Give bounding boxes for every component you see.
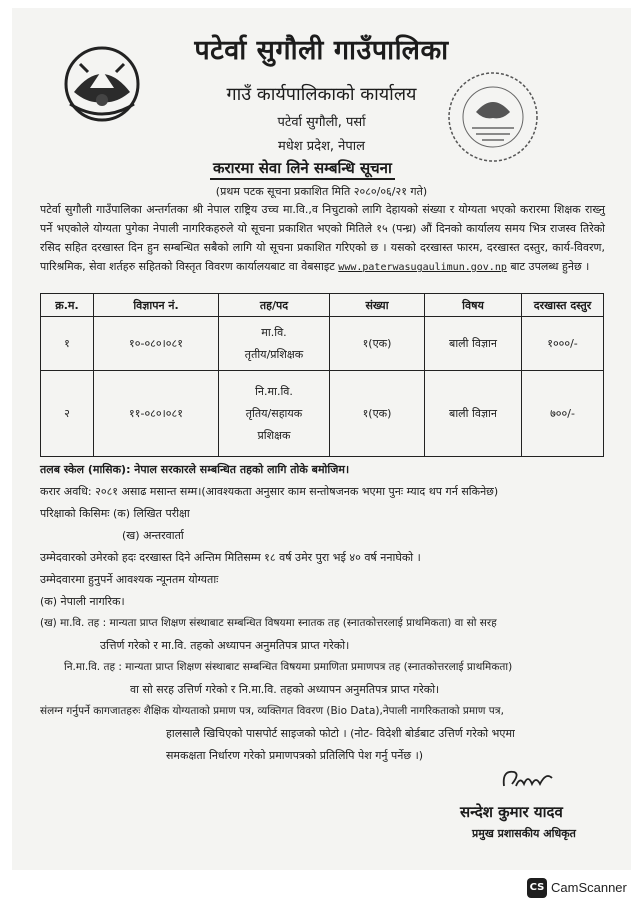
- notice-heading: करारमा सेवा लिने सम्बन्धि सूचना: [210, 158, 395, 180]
- col-count: संख्या: [330, 294, 425, 317]
- col-sn: क्र.म.: [41, 294, 94, 317]
- cell-count: १(एक): [330, 317, 425, 371]
- vacancy-table: [40, 293, 604, 457]
- qualification-c-line2: वा सो सरह उत्तिर्ण गरेको र नि.मा.वि. तहको अध्यापन अनुमतिपत्र प्राप्त गरेको।: [130, 683, 440, 696]
- cell-subject: बाली विज्ञान: [425, 317, 522, 371]
- address-line-1: पटेर्वा सुगौली, पर्सा: [277, 115, 366, 130]
- paragraph-end: बाट उपलब्ध हुनेछ ।: [510, 260, 590, 273]
- publish-date: (प्रथम पटक सूचना प्रकाशित मिति २०८०/०६/२१ गते): [215, 185, 428, 198]
- cell-adno: ११-०८०।०८१: [94, 371, 219, 457]
- office-name: गाउँ कार्यपालिकाको कार्यालय: [226, 84, 417, 105]
- signature-icon: [498, 764, 558, 794]
- contract-line: करार अवधि: २०८१ असाढ मसान्त सम्म।(आवश्यकता अनुसार काम सन्तोषजनक भएमा पुनः म्याद थप गर्न सकिनेछ): [40, 485, 499, 498]
- cell-sn: १: [41, 317, 94, 371]
- cell-fee: ७००/-: [522, 371, 604, 457]
- col-adno: विज्ञापन नं.: [94, 294, 219, 317]
- cell-count: १(एक): [330, 371, 425, 457]
- cell-fee: १०००/-: [522, 317, 604, 371]
- cell-sn: २: [41, 371, 94, 457]
- col-level: तह/पद: [219, 294, 330, 317]
- salary-line: तलब स्केल (मासिक): नेपाल सरकारले सम्बन्धित तहको लागि तोके बमोजिम।: [40, 463, 350, 476]
- cell-adno: १०-०८०।०८१: [94, 317, 219, 371]
- exam-interview-line: (ख) अन्तरवार्ता: [122, 529, 184, 542]
- level-line: प्रशिक्षक: [257, 428, 291, 442]
- website-link[interactable]: www.paterwasugaulimun.gov.np: [338, 262, 507, 273]
- municipality-title: पटेर्वा सुगौली गाउँपालिका: [194, 35, 449, 66]
- exam-type-line: परिक्षाको किसिमः (क) लिखित परीक्षा: [40, 507, 190, 520]
- qualification-a: (क) नेपाली नागरिक।: [40, 595, 125, 608]
- camscanner-label: CamScanner: [551, 880, 627, 895]
- qualification-heading: उम्मेदवारमा हुनुपर्ने आवश्यक न्यूनतम योग्यताः: [40, 573, 219, 586]
- documents-line2: हालसालै खिचिएको पासपोर्ट साइजको फोटो । (नोट- विदेशी बोर्डबाट उत्तिर्ण गरेको भएमा: [166, 727, 515, 740]
- cell-level: [219, 317, 330, 371]
- cell-subject: बाली विज्ञान: [425, 371, 522, 457]
- level-line: मा.वि.: [261, 325, 287, 339]
- paragraph-text: पटेर्वा सुगौली गाउँपालिका अन्तर्गतका श्री नेपाल राष्ट्रिय उच्च मा.वि.,व निचुटाको लागि देहायको संख्या र योग्यता भएको करारमा शिक्षक राख्नु पर्ने भएकोले योग्यता पुगेका नेपाली नागरिकहरुले यो सूचना प्रकाशित भएको मितिले १५ (पन्ध्र) औं दिनको कार्यालय समय भित्र राजस्व तिरेको रसिद सहित दरखास्त दिन हुन सम्बन्धित सबैको लागि यो सूचना प्रकाशित गरिएको छ । यसको दरखास्त फारम, दरखास्त दस्तुर, कार्य-विवरण, पारिश्रमिक, सेवा शर्तहरु सहितको विस्तृत विवरण कार्यालयबाट वा वेबसाइट: [40, 203, 605, 273]
- documents-line1: संलग्न गर्नुपर्ने कागजातहरुः शैक्षिक योग्यताको प्रमाण पत्र, व्यक्तिगत विवरण (Bio Data),नेपाली नागरिकताको प्रमाण पत्र,: [40, 705, 504, 717]
- table-row: [41, 317, 604, 371]
- qualification-b-line2: उत्तिर्ण गरेको र मा.वि. तहको अध्यापन अनुमतिपत्र प्राप्त गरेको।: [100, 639, 350, 652]
- documents-line3: समकक्षता निर्धारण गरेको प्रमाणपत्रको प्रतिलिपि पेश गर्नु पर्नेछ ।): [166, 749, 424, 762]
- signatory-title: प्रमुख प्रशासकीय अधिकृत: [472, 827, 576, 840]
- level-line: नि.मा.वि.: [255, 384, 293, 398]
- qualification-c-line1: नि.मा.वि. तह : मान्यता प्राप्त शिक्षण संस्थाबाट सम्बन्धित विषयमा प्रमाणिता प्रमाणपत्र तह (स्नातकोत्तरलाई प्राथमिकता): [64, 661, 513, 673]
- level-line: तृतीय/प्रशिक्षक: [244, 347, 304, 361]
- table-header-row: [41, 294, 604, 317]
- col-fee: दरखास्त दस्तुर: [522, 294, 604, 317]
- cell-level: [219, 371, 330, 457]
- signatory-name: सन्देश कुमार यादव: [460, 803, 563, 821]
- table-row: [41, 371, 604, 457]
- notice-paragraph: [40, 200, 605, 277]
- level-line: तृतिय/सहायक: [245, 406, 303, 420]
- qualification-b-line1: (ख) मा.वि. तह : मान्यता प्राप्त शिक्षण संस्थाबाट सम्बन्धित विषयमा स्नातक तह (स्नातकोत्तरलाई प्राथमिकता) वा सो सरह: [40, 617, 497, 629]
- address-line-2: मधेश प्रदेश, नेपाल: [278, 139, 365, 154]
- camscanner-logo-icon: CS: [527, 878, 547, 898]
- age-limit-line: उम्मेदवारको उमेरको हदः दरखास्त दिने अन्तिम मितिसम्म १८ वर्ष उमेर पुरा भई ४० वर्ष ननाघेको ।: [40, 551, 421, 564]
- col-subject: विषय: [425, 294, 522, 317]
